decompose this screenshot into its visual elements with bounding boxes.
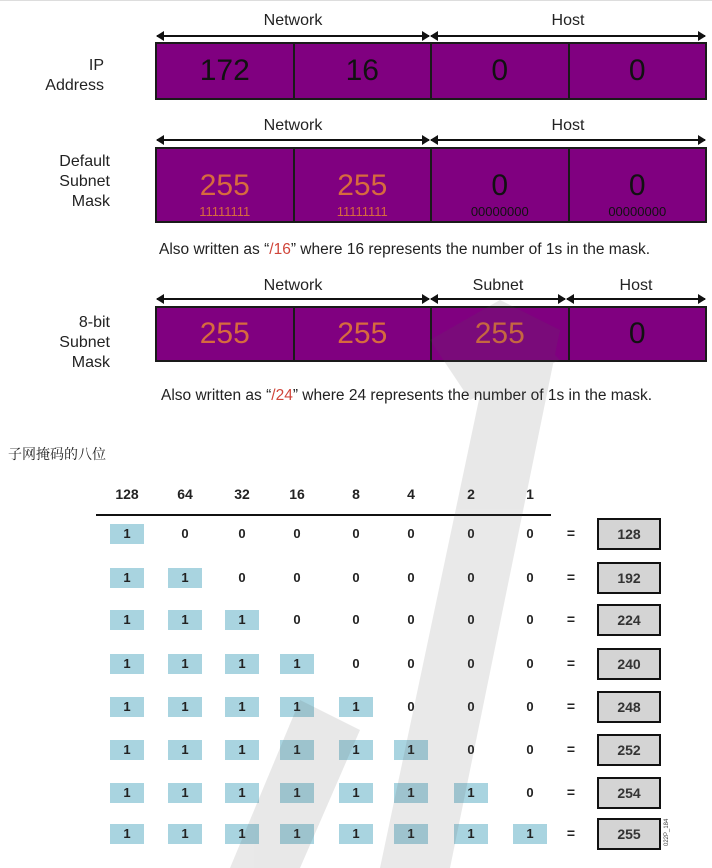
sub-octet-4-value: 0 [628, 317, 646, 350]
bit-column-header: 4 [407, 486, 415, 502]
bit-cell-off: 0 [407, 656, 415, 671]
d3-label-line3: Mask [71, 354, 110, 371]
bit-cell-off: 0 [238, 570, 246, 585]
d2-label-line2: Subnet [59, 173, 110, 190]
d3-header-subnet: Subnet [472, 277, 524, 294]
bit-cell-off: 0 [467, 656, 475, 671]
bit-cell-on: 1 [339, 783, 373, 803]
bit-cell-off: 0 [352, 656, 360, 671]
bit-column-header: 2 [467, 486, 475, 502]
bit-cell-off: 0 [526, 699, 534, 714]
mask-result-value: 248 [597, 691, 661, 723]
bit-cell-off: 0 [238, 526, 246, 541]
bit-cell-on: 1 [168, 740, 202, 760]
mask-result-value: 255 [597, 818, 661, 850]
bit-cell-on: 1 [110, 697, 144, 717]
bit-column-header: 128 [115, 486, 139, 502]
equals-sign: = [566, 655, 576, 671]
bit-column-header: 64 [177, 486, 193, 502]
bit-cell-off: 0 [467, 742, 475, 757]
bit-cell-off: 0 [407, 612, 415, 627]
bit-cell-on: 1 [339, 824, 373, 844]
mask-result-value: 240 [597, 648, 661, 680]
bit-cell-on: 1 [168, 824, 202, 844]
bit-cell-on: 1 [454, 783, 488, 803]
bit-cell-on: 1 [280, 697, 314, 717]
bit-cell-on: 1 [110, 524, 144, 544]
equals-sign: = [566, 611, 576, 627]
equals-sign: = [566, 741, 576, 757]
bit-cell-on: 1 [110, 568, 144, 588]
mask-octet-1-bits: 11111111 [199, 204, 251, 219]
bit-cell-on: 1 [225, 654, 259, 674]
equals-sign: = [566, 569, 576, 585]
bit-cell-on: 1 [280, 740, 314, 760]
d2-header-network: Network [263, 117, 323, 134]
bit-cell-off: 0 [526, 526, 534, 541]
bit-cell-on: 1 [280, 824, 314, 844]
bit-cell-on: 1 [168, 568, 202, 588]
bit-cell-off: 0 [526, 742, 534, 757]
d3-header-network: Network [263, 277, 323, 294]
mask-result-value: 252 [597, 734, 661, 766]
d2-header-host: Host [551, 117, 585, 134]
mask-octet-1-value: 255 [199, 169, 250, 202]
mask-result-value: 254 [597, 777, 661, 809]
d3-label-line2: Subnet [59, 334, 110, 351]
bit-cell-on: 1 [110, 740, 144, 760]
d1-header-host: Host [551, 12, 585, 29]
mask-octet-3-value: 0 [491, 169, 509, 202]
bit-column-header: 1 [526, 486, 534, 502]
bit-cell-on: 1 [168, 654, 202, 674]
bit-cell-off: 0 [181, 526, 189, 541]
mask-result-value: 128 [597, 518, 661, 550]
sub-octet-1-value: 255 [199, 317, 250, 350]
equals-sign: = [566, 784, 576, 800]
d2-label-line3: Mask [71, 193, 110, 210]
caption-cn: 子网掩码的八位 [8, 446, 106, 462]
bit-cell-on: 1 [168, 783, 202, 803]
figure-code: 022P_184 [664, 818, 670, 846]
sub-octet-2-value: 255 [337, 317, 388, 350]
mask-result-value: 192 [597, 562, 661, 594]
d1-label-line1: IP [88, 57, 104, 74]
bit-cell-on: 1 [168, 697, 202, 717]
d3-header-host: Host [619, 277, 653, 294]
bit-cell-on: 1 [394, 783, 428, 803]
bit-cell-off: 0 [352, 612, 360, 627]
bit-cell-off: 0 [526, 785, 534, 800]
ip-octet-1-value: 172 [199, 54, 250, 87]
d2-note-post: ” where 16 represents the number of 1s in the mask. [290, 241, 651, 258]
bit-cell-on: 1 [110, 783, 144, 803]
bit-cell-off: 0 [352, 526, 360, 541]
d1-header-network: Network [263, 12, 323, 29]
d3-note-pre: Also written as “ [161, 387, 272, 404]
equals-sign: = [566, 825, 576, 841]
bit-cell-on: 1 [110, 654, 144, 674]
mask-result-value: 224 [597, 604, 661, 636]
ip-octet-4-value: 0 [628, 54, 646, 87]
equals-sign: = [566, 698, 576, 714]
d3-label-line1: 8-bit [78, 314, 110, 331]
bit-cell-on: 1 [280, 783, 314, 803]
d2-label-line1: Default [59, 153, 110, 170]
d1-label-line2: Address [45, 77, 104, 94]
bit-cell-on: 1 [513, 824, 547, 844]
ip-octet-3-value: 0 [491, 54, 509, 87]
bit-cell-off: 0 [293, 526, 301, 541]
d2-note-pre: Also written as “ [159, 241, 270, 258]
bit-cell-off: 0 [467, 699, 475, 714]
bit-cell-on: 1 [110, 610, 144, 630]
bit-column-header: 8 [352, 486, 360, 502]
bit-cell-off: 0 [407, 526, 415, 541]
bit-table-rule [96, 514, 551, 516]
bit-cell-off: 0 [526, 612, 534, 627]
bit-cell-off: 0 [407, 570, 415, 585]
bit-cell-off: 0 [407, 699, 415, 714]
bit-cell-off: 0 [467, 570, 475, 585]
bit-cell-on: 1 [454, 824, 488, 844]
bit-cell-on: 1 [225, 824, 259, 844]
d2-note-prefix: /16 [269, 241, 291, 258]
bit-cell-on: 1 [339, 740, 373, 760]
d3-note-prefix: /24 [271, 387, 293, 404]
bit-cell-on: 1 [168, 610, 202, 630]
bit-column-header: 16 [289, 486, 305, 502]
bit-cell-on: 1 [225, 783, 259, 803]
bit-cell-on: 1 [225, 697, 259, 717]
bit-cell-off: 0 [293, 612, 301, 627]
bit-cell-on: 1 [280, 654, 314, 674]
bit-cell-off: 0 [467, 612, 475, 627]
mask-octet-4-value: 0 [628, 169, 646, 202]
bit-cell-on: 1 [339, 697, 373, 717]
mask-octet-4-bits: 00000000 [608, 204, 667, 219]
bit-cell-off: 0 [467, 526, 475, 541]
bit-cell-on: 1 [110, 824, 144, 844]
bit-column-header: 32 [234, 486, 250, 502]
mask-octet-2-bits: 11111111 [336, 204, 388, 219]
bit-cell-on: 1 [225, 610, 259, 630]
equals-sign: = [566, 525, 576, 541]
mask-octet-3-bits: 00000000 [470, 204, 529, 219]
mask-octet-2-value: 255 [337, 169, 388, 202]
bit-cell-off: 0 [352, 570, 360, 585]
d3-note-post: ” where 24 represents the number of 1s in the mask. [292, 387, 653, 404]
bit-cell-off: 0 [293, 570, 301, 585]
ip-octet-2-value: 16 [345, 54, 379, 87]
sub-octet-3-value: 255 [474, 317, 525, 350]
bit-cell-on: 1 [394, 824, 428, 844]
bit-cell-on: 1 [225, 740, 259, 760]
bit-cell-off: 0 [526, 656, 534, 671]
bit-cell-on: 1 [394, 740, 428, 760]
bit-cell-off: 0 [526, 570, 534, 585]
